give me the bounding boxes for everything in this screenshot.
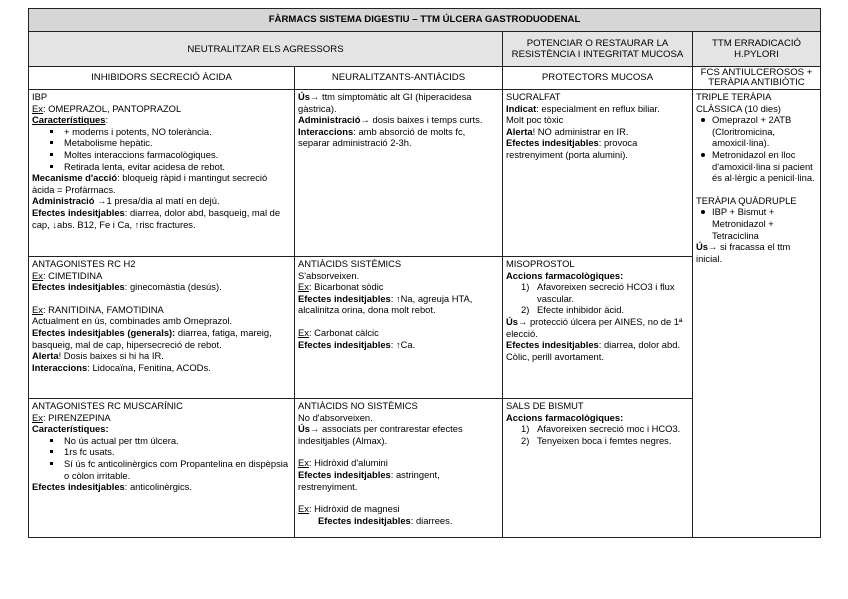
hp-quad-list xyxy=(696,206,817,241)
sist-ex2-text: : Carbonat càlcic xyxy=(308,326,379,338)
nosist-ef2-text: : diarrees. xyxy=(410,514,453,526)
list-item: Omeprazol + 2ATB (Cloritromicina, amoxicil·lina). xyxy=(696,114,817,149)
nosist-line1: No d'absorveixen. xyxy=(298,411,373,423)
cell-hpylori xyxy=(693,90,821,538)
miso-acc-label: Accions farmacològiques xyxy=(506,269,621,281)
sucral-ef-label: Efectes indesitjables xyxy=(506,137,599,149)
gi-int-label: Interaccions xyxy=(298,125,354,137)
list-item: 1) Afavoreixen secreció HCO3 i flux vascular. xyxy=(521,281,675,304)
list-item: Retirada lenta, evitar acidesa de rebot. xyxy=(32,161,291,173)
h2-int-text: : Lidocaïna, Fenitina, ACODs. xyxy=(87,361,211,373)
nosist-ex1-text: : Hidròxid d'alumini xyxy=(308,457,388,469)
list-item: Metabolisme hepàtic. xyxy=(32,137,291,149)
hp-quad-title: TERÀPIA QUÀDRUPLE xyxy=(696,194,797,206)
list-item: Sí ús fc anticolinèrgics com Propantelina en dispèpsia o còlon irritable. xyxy=(32,458,291,481)
ibp-car-label: Característiques xyxy=(32,114,106,126)
subheader-inhibidors: INHIBIDORS SECRECIÓ ÀCIDA xyxy=(29,67,295,90)
cell-misoprostol: MISOPROSTOL Accions farmacològiques: 1) Afavoreixen secreció HCO3 i flux vascular. 2) Efecte inhibidor àcid. Ús→ protecció úlcera per AINES, no de 1ª elecció. Efectes indesitjables: diarrea, dolor abd. Còlic, perill avortament. xyxy=(503,257,693,399)
list-item: 2) Tenyeixen boca i femtes negres. xyxy=(521,434,672,446)
musc-ex-label: Ex xyxy=(32,411,43,423)
h2-efg-text: diarrea, fatiga, mareig, basqueig, mal de cap, hipersecreció de rebot. xyxy=(32,326,272,350)
cell-sals-bismut: SALS DE BISMUT Accions farmacològiques: 1) Afavoreixen secreció moc i HCO3. 2) Tenyeixen boca i femtes negres. xyxy=(503,399,693,538)
nosist-ex1-label: Ex xyxy=(298,457,309,469)
cell-antagonistes-muscarinic: ANTAGONISTES RC MUSCARÍNIC Ex: PIRENZEPINA Característiques: No ús actual per ttm úlcera. 1rs fc usats. Sí ús fc anticolinèrgics com Propantelina en dispèpsia o còlon irritable. Efectes indesitjables: anticolinèrgics. xyxy=(29,399,295,538)
h2-actual: Actualment en ús, combinades amb Omeprazol. xyxy=(32,315,233,327)
group-erradicacio: TTM ERRADICACIÓ H.PYLORI xyxy=(693,32,821,67)
ibp-mec-text: : bloqueig ràpid i mantingut secreció àcida = Profàrmacs. xyxy=(32,172,268,195)
musc-ex-text: : PIRENZEPINA xyxy=(42,411,111,423)
ibp-mec-label: Mecanisme d'acció xyxy=(32,172,118,184)
ibp-ef-text: : diarrea, dolor abd, basqueig, mal de cap, ↓abs. B12, Fe i Ca, ↑risc fractures. xyxy=(32,206,281,230)
cell-antagonistes-h2 xyxy=(29,257,295,399)
miso-title: MISOPROSTOL xyxy=(506,258,575,269)
subheader-protectors: PROTECTORS MUCOSA xyxy=(503,67,693,90)
sist-ef2-text: : ↑Ca. xyxy=(390,338,416,350)
nosist-title: ANTIÀCIDS NO SISTÈMICS xyxy=(298,400,418,411)
sist-ef1-label: Efectes indesitjables xyxy=(298,292,391,304)
bismut-acc-label: Accions farmacològiques xyxy=(506,411,621,423)
ibp-ef-label: Efectes indesitjables xyxy=(32,206,125,218)
subheader-neutralitzants: NEURALITZANTS-ANTIÀCIDS xyxy=(295,67,503,90)
miso-ef-label: Efectes indesitjables xyxy=(506,339,599,351)
gi-adm-label: Administració xyxy=(298,114,361,126)
h2-ef1-text: : ginecomàstia (desús). xyxy=(124,281,222,293)
musc-title: ANTAGONISTES RC MUSCARÍNIC xyxy=(32,400,183,411)
nosist-us-label: Ús xyxy=(298,423,310,435)
h2-ex1-label: Ex xyxy=(32,269,43,281)
nosist-ef1-text: : astringent, restrenyiment. xyxy=(298,468,440,492)
cell-sucralfat xyxy=(503,90,693,257)
sist-ex1-label: Ex xyxy=(298,281,309,293)
sucral-ind-text: : especialment en reflux biliar. xyxy=(536,102,660,114)
subheader-antibiotic: FCS ANTIULCEROSOS + TERÀPIA ANTIBIÒTIC xyxy=(693,67,821,90)
ibp-adm-text: →1 presa/dia al matí en dejú. xyxy=(94,195,220,207)
sist-title: ANTIÀCIDS SISTÈMICS xyxy=(298,258,402,269)
table-title: FÀRMACS SISTEMA DIGESTIU – TTM ÚLCERA GASTRODUODENAL xyxy=(29,9,821,32)
gi-int-text: : amb absorció de molts fc, separar administració 2-3h. xyxy=(298,125,466,149)
cell-antiacids-sistemics xyxy=(295,257,503,399)
sucral-title: SUCRALFAT xyxy=(506,91,561,102)
list-item: IBP + Bismut + Metronidazol + Tetraciclina xyxy=(696,206,817,241)
ibp-adm-label: Administració xyxy=(32,195,95,207)
musc-car-label: Característiques xyxy=(32,423,106,435)
list-item: 1) Afavoreixen secreció moc i HCO3. xyxy=(521,423,681,435)
sucral-alerta-label: Alerta xyxy=(506,125,533,137)
nosist-ex2-label: Ex xyxy=(298,503,309,515)
miso-us-text: → protecció úlcera per AINES, no de 1ª elecció. xyxy=(506,315,683,339)
h2-ex2-label: Ex xyxy=(32,303,43,315)
nosist-ef1-label: Efectes indesitjables xyxy=(298,468,391,480)
nosist-ex2-text: : Hidròxid de magnesi xyxy=(308,503,400,515)
sist-ex1-text: : Bicarbonat sòdic xyxy=(308,281,384,293)
bismut-title: SALS DE BISMUT xyxy=(506,400,584,411)
h2-efg-label: Efectes indesitjables (generals): xyxy=(32,326,176,338)
sist-ef2-label: Efectes indesitjables xyxy=(298,338,391,350)
musc-ef-label: Efectes indesitjables xyxy=(32,481,125,493)
list-item: 2) Efecte inhibidor àcid. xyxy=(521,304,625,316)
list-item: No ús actual per ttm úlcera. xyxy=(32,435,291,447)
hp-us-label: Ús xyxy=(696,241,708,253)
miso-us-label: Ús xyxy=(506,315,518,327)
h2-int-label: Interaccions xyxy=(32,361,88,373)
sucral-ef-text: : provoca restrenyiment (porta alumini). xyxy=(506,137,638,160)
gi-adm-text: → dosis baixes i temps curts. xyxy=(360,114,483,126)
h2-ex1-text: : CIMETIDINA xyxy=(42,269,103,281)
nosist-us-text: → associats per contrarestar efectes indesitjables (Almax). xyxy=(298,423,463,446)
sucral-alerta-text: ! NO administrar en IR. xyxy=(532,125,629,137)
list-item: Metronidazol en lloc d'amoxicil·lina si pacient és al·lèrgic a penicil·lina. xyxy=(696,149,817,184)
list-item: + moderns i potents, NO tolerància. xyxy=(32,126,291,138)
sist-ef1-text: : ↑Na, agreuja HTA, alcalinitza orina, dona molt rebot. xyxy=(298,292,473,316)
gi-us-label: Ús xyxy=(298,91,310,102)
sist-ex2-label: Ex xyxy=(298,326,309,338)
list-item: 1rs fc usats. xyxy=(32,446,291,458)
hp-triple-title: TRIPLE TERÀPIA CLÀSSICA (10 dies) xyxy=(696,91,781,114)
ibp-title: IBP xyxy=(32,91,48,102)
cell-ibp: IBP Ex: OMEPRAZOL, PANTOPRAZOL Característiques: + moderns i potents, NO tolerància. Metabolisme hepàtic. Moltes interaccions farmacològiques. Retirada lenta, evitar acidesa de rebot. Mecanisme d'acció: bloqueig ràpid i mantingut secreció àcida = Profàrmacs. Administració →1 presa/dia al matí en dejú. Efectes indesitjables: diarrea, dolor abd, basqueig, mal de cap, ↓abs. B12, Fe i Ca, ↑risc fractures. xyxy=(29,90,295,257)
group-potenciar: POTENCIAR O RESTAURAR LA RESISTÈNCIA I INTEGRITAT MUCOSA xyxy=(503,32,693,67)
ibp-car-list xyxy=(32,126,291,172)
bismut-acc-list xyxy=(506,423,689,446)
nosist-ef2-label: Efectes indesitjables xyxy=(318,514,411,526)
ibp-ex-text: : OMEPRAZOL, PANTOPRAZOL xyxy=(42,102,182,114)
drug-summary-table xyxy=(28,8,821,538)
h2-ex2-text: : RANITIDINA, FAMOTIDINA xyxy=(42,303,164,315)
h2-alerta-text: ! Dosis baixes si hi ha IR. xyxy=(58,350,164,362)
musc-ef-text: : anticolinèrgics. xyxy=(124,481,192,493)
miso-acc-list xyxy=(506,281,689,316)
sucral-line2: Molt poc tòxic xyxy=(506,114,564,126)
h2-ef1-label: Efectes indesitjables xyxy=(32,281,125,293)
hp-us-text: → si fracassa el ttm inicial. xyxy=(696,241,791,264)
hp-triple-list xyxy=(696,114,817,184)
group-neutralitzar: NEUTRALITZAR ELS AGRESSORS xyxy=(29,32,503,67)
ibp-ex-label: Ex xyxy=(32,102,43,114)
cell-antiacids-gi xyxy=(295,90,503,257)
miso-ef-text: : diarrea, dolor abd. Còlic, perill avortament. xyxy=(506,339,681,362)
sist-line1: S'absorveixen. xyxy=(298,269,360,281)
list-item: Moltes interaccions farmacològiques. xyxy=(32,149,291,161)
cell-antiacids-no-sistemics xyxy=(295,399,503,538)
sucral-ind-label: Indicat xyxy=(506,102,537,114)
musc-car-list xyxy=(32,435,291,481)
h2-alerta-label: Alerta xyxy=(32,350,59,362)
gi-us-text: → ttm simptomàtic alt GI (hiperacidesa gàstrica). xyxy=(298,91,472,114)
h2-title: ANTAGONISTES RC H2 xyxy=(32,258,136,269)
